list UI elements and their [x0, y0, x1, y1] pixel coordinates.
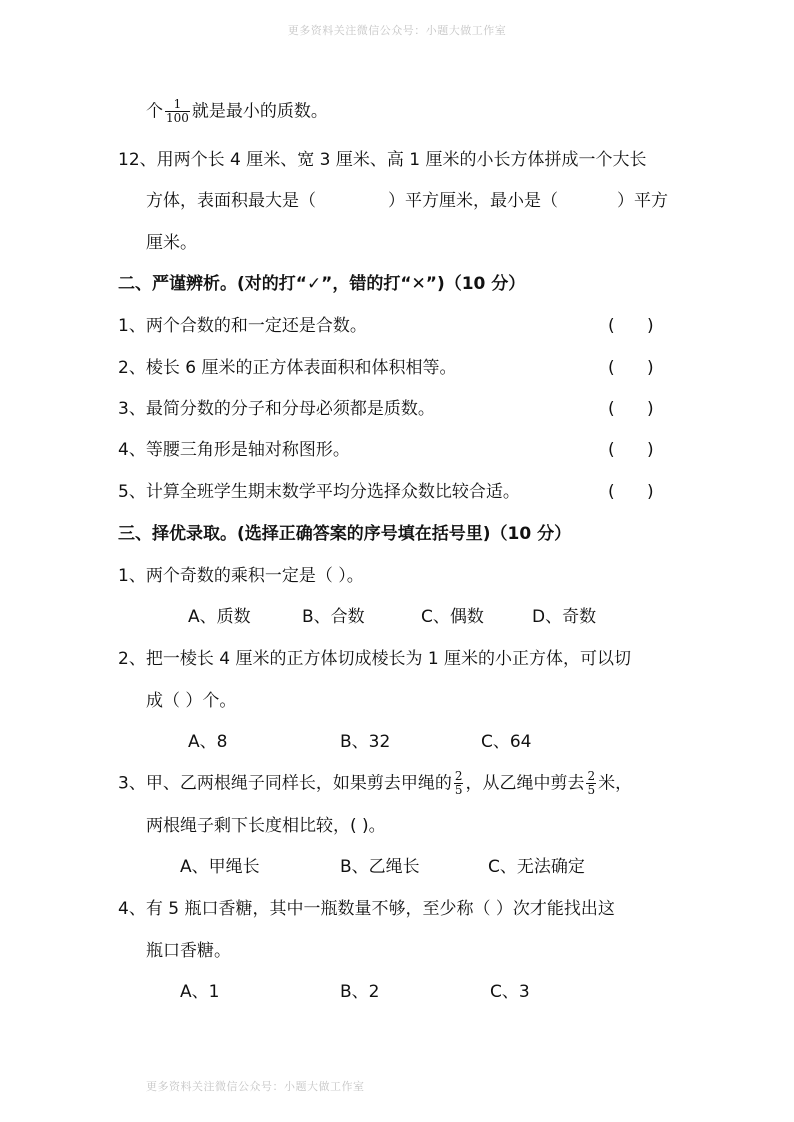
q11-post: 就是最小的质数。 [191, 101, 328, 122]
section2-item-5: 5、计算全班学生期末数学平均分选择众数比较合适。 [118, 482, 520, 502]
s3-q2-line1: 2、把一棱长 4 厘米的正方体切成棱长为 1 厘米的小正方体，可以切 [118, 649, 632, 669]
section2-item-1: 1、两个合数的和一定还是合数。 [118, 316, 367, 336]
s3-q3-option-b[interactable]: B、乙绳长 [340, 857, 420, 877]
s3-q3-fraction-2 [586, 770, 596, 797]
s3-q3-pre: 3、甲、乙两根绳子同样长，如果剪去甲绳的 [118, 773, 452, 794]
s3-q1-option-c[interactable]: C、偶数 [421, 607, 484, 627]
s3-q4-option-b[interactable]: B、2 [340, 982, 380, 1002]
s3-q4-line2: 瓶口香糖。 [146, 941, 231, 961]
answer-paren-5[interactable]: ( ) [608, 482, 654, 502]
s3-q2-option-c[interactable]: C、64 [481, 732, 532, 752]
s3-q4-line1: 4、有 5 瓶口香糖，其中一瓶数量不够，至少称（ ）次才能找出这 [118, 899, 615, 919]
s3-q2-line2: 成（ ）个。 [146, 691, 237, 711]
s3-q3-option-a[interactable]: A、甲绳长 [180, 857, 260, 877]
s3-q2-option-b[interactable]: B、32 [340, 732, 391, 752]
s3-q3-post: 米， [598, 773, 633, 794]
section2-item-3: 3、最简分数的分子和分母必须都是质数。 [118, 399, 435, 419]
q12-line3: 厘米。 [146, 233, 197, 253]
s3-q2-option-a[interactable]: A、8 [188, 732, 228, 752]
s3-q3-frac1-den: 5 [454, 783, 463, 797]
q11-pre: 个 [146, 101, 163, 122]
q11-frac-num: 1 [165, 98, 190, 112]
q12-line2c: ）平方 [617, 191, 668, 211]
answer-paren-4[interactable]: ( ) [608, 440, 654, 460]
answer-paren-1[interactable]: ( ) [608, 316, 654, 336]
s3-q3-mid: ，从乙绳中剪去 [465, 773, 585, 794]
s3-q3-fraction-1 [454, 770, 464, 797]
s3-q3-frac2-den: 5 [587, 783, 596, 797]
s3-q3-option-c[interactable]: C、无法确定 [488, 857, 585, 877]
s3-q1-text: 1、两个奇数的乘积一定是（ ）。 [118, 566, 364, 586]
q11-tail-line [146, 98, 328, 125]
q11-fraction [165, 98, 190, 125]
section2-title: 二、严谨辨析。(对的打“✓”，错的打“✕”)（10 分） [118, 274, 526, 294]
q12-line2a: 方体，表面积最大是（ [146, 191, 316, 211]
s3-q4-option-a[interactable]: A、1 [180, 982, 220, 1002]
watermark-bottom: 更多资料关注微信公众号：小题大做工作室 [146, 1080, 365, 1093]
s3-q1-option-a[interactable]: A、质数 [188, 607, 251, 627]
s3-q3-frac1-num: 2 [454, 769, 463, 783]
section3-title: 三、择优录取。(选择正确答案的序号填在括号里)（10 分） [118, 524, 572, 544]
s3-q4-option-c[interactable]: C、3 [490, 982, 530, 1002]
q12-line1: 12、用两个长 4 厘米、宽 3 厘米、高 1 厘米的小长方体拼成一个大长 [118, 150, 647, 170]
watermark-top: 更多资料关注微信公众号：小题大做工作室 [287, 24, 507, 37]
answer-paren-3[interactable]: ( ) [608, 399, 654, 419]
s3-q1-option-d[interactable]: D、奇数 [532, 607, 597, 627]
s3-q3-line1 [118, 770, 632, 797]
s3-q3-frac2-num: 2 [587, 769, 596, 783]
s3-q3-line2: 两根绳子剩下长度相比较，( )。 [146, 816, 386, 836]
q12-line2b: ）平方厘米，最小是（ [388, 191, 558, 211]
section2-item-2: 2、棱长 6 厘米的正方体表面积和体积相等。 [118, 358, 457, 378]
answer-paren-2[interactable]: ( ) [608, 358, 654, 378]
s3-q1-option-b[interactable]: B、合数 [302, 607, 365, 627]
section2-item-4: 4、等腰三角形是轴对称图形。 [118, 440, 350, 460]
q11-frac-den: 100 [166, 111, 189, 125]
